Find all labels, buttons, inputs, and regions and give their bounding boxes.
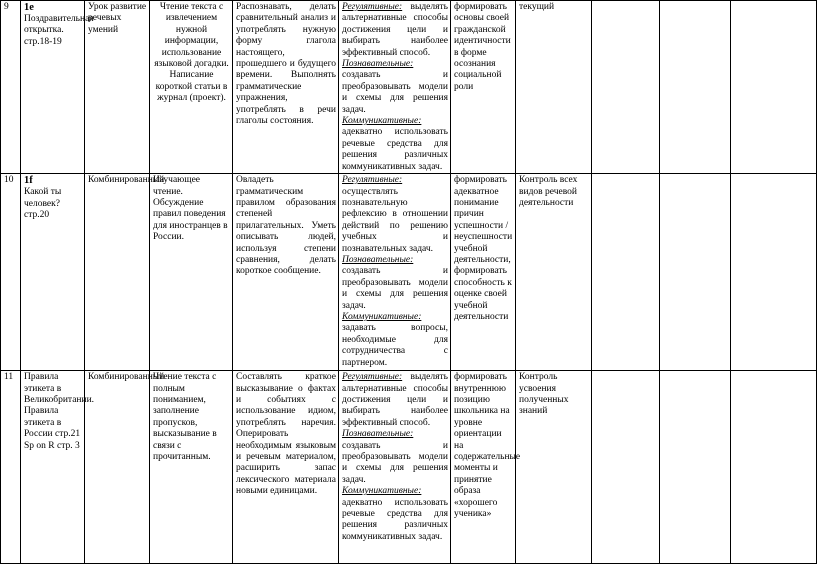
activity-cell: Чтение текста с полным пониманием, заполнение пропусков, высказывание в связи с прочитанным. bbox=[150, 371, 233, 564]
uud-communicative-text: задавать вопросы, необходимые для сотрудничества с партнером. bbox=[342, 323, 448, 368]
uud-cognitive-label: Познавательные: bbox=[342, 429, 414, 440]
uud-cognitive-label: Познавательные: bbox=[342, 59, 414, 70]
empty-cell bbox=[731, 1, 817, 174]
lesson-topic-cell bbox=[21, 371, 95, 564]
personal-results-cell: формировать основы своей гражданской идентичности в форме осознания социальной роли bbox=[451, 1, 516, 174]
uud-communicative-text: адекватно использовать речевые средства для решения различных коммуникативных задач. bbox=[342, 127, 448, 172]
empty-cell bbox=[731, 371, 817, 564]
uud-cell bbox=[339, 371, 451, 564]
lesson-code: 1f bbox=[24, 175, 33, 187]
control-cell: текущий bbox=[516, 1, 592, 174]
subject-results-cell: Составлять краткое высказывание о фактах и событиях с использование идиом, употреблять наречия. Оперировать необходимым языковым и речевым материалом, расширить запас лексического материала новыми единицами. bbox=[233, 371, 339, 564]
empty-cell bbox=[731, 174, 817, 371]
uud-regulatory-label: Регулятивные: bbox=[342, 175, 403, 186]
empty-cell bbox=[592, 1, 660, 174]
activity-cell: Изучающее чтение. Обсуждение правил поведения для иностранцев в России. bbox=[150, 174, 233, 371]
lesson-type: Урок развитие речевых умений bbox=[85, 1, 150, 174]
control-cell: Контроль всех видов речевой деятельности bbox=[516, 174, 592, 371]
lesson-title: Поздравительная открытка. стр.18-19 bbox=[24, 14, 94, 47]
empty-cell bbox=[592, 371, 660, 564]
uud-regulatory-label: Регулятивные: bbox=[342, 2, 403, 12]
table-row bbox=[1, 1, 817, 174]
personal-results-cell: формировать внутреннюю позицию школьника на уровне ориентации на содержательные моменты и принятие образа «хорошего ученика» bbox=[451, 371, 516, 564]
lesson-title: Какой ты человек? стр.20 bbox=[24, 187, 62, 220]
activity-cell: Чтение текста с извлечением нужной информации, использование языковой догадки. Написание короткой статьи в журнал (проект). bbox=[150, 1, 233, 174]
uud-cell bbox=[339, 174, 451, 371]
lesson-number: 10 bbox=[1, 174, 21, 371]
lesson-type: Комбинированный bbox=[85, 371, 150, 564]
uud-communicative-label: Коммуникативные: bbox=[342, 311, 422, 322]
table-row bbox=[1, 174, 817, 371]
empty-cell bbox=[592, 174, 660, 371]
lesson-type: Комбинированный bbox=[85, 174, 150, 371]
lesson-title: Правила этикета в Великобритании. Правила этикета в России стр.21 Sp on R стр. 3 bbox=[24, 372, 95, 451]
uud-communicative-text: адекватно использовать речевые средства для решения различных коммуникативных задач. bbox=[342, 497, 448, 542]
table-row bbox=[1, 371, 817, 564]
empty-cell bbox=[660, 371, 731, 564]
empty-cell bbox=[660, 1, 731, 174]
uud-cognitive-text: создавать и преобразовывать модели и схемы для решения задач. bbox=[342, 266, 448, 311]
lesson-number: 11 bbox=[1, 371, 21, 564]
personal-results-cell: формировать адекватное понимание причин успешности / неуспешности учебной деятельности, формировать способность к оценке своей учебной деятельности bbox=[451, 174, 516, 371]
uud-cell bbox=[339, 1, 451, 174]
subject-results-cell: Распознавать, делать сравнительный анализ и употреблять нужную форму глагола настоящего, прошедшего и будущего времени. Выполнять грамматические упражнения, употреблять в речи глаголы состояния. bbox=[233, 1, 339, 174]
uud-cognitive-label: Познавательные: bbox=[342, 254, 414, 265]
subject-results-cell: Овладеть грамматическим правилом образования степеней прилагательных. Уметь описывать людей, используя степени сравнения, делать короткое сообщение. bbox=[233, 174, 339, 371]
lesson-topic-cell bbox=[21, 174, 85, 371]
uud-regulatory-text: выделять альтернативные способы достижения цели и выбирать наиболее эффективный способ. bbox=[342, 2, 448, 58]
empty-cell bbox=[660, 174, 731, 371]
lesson-number: 9 bbox=[1, 1, 21, 174]
uud-regulatory-text: осуществлять познавательную рефлексию в отношении действий по решению учебных и познавательных задач. bbox=[342, 186, 448, 254]
uud-cognitive-text: создавать и преобразовывать модели и схемы для решения задач. bbox=[342, 440, 448, 485]
lesson-code: 1e bbox=[24, 2, 34, 13]
control-cell: Контроль усвоения полученных знаний bbox=[516, 371, 592, 564]
uud-cognitive-text: создавать и преобразовывать модели и схемы для решения задач. bbox=[342, 70, 448, 115]
uud-communicative-label: Коммуникативные: bbox=[342, 486, 422, 497]
lesson-topic-cell bbox=[21, 1, 94, 174]
uud-regulatory-text: выделять альтернативные способы достижения цели и выбирать наиболее эффективный способ. bbox=[342, 372, 448, 428]
uud-regulatory-label: Регулятивные: bbox=[342, 372, 403, 383]
uud-communicative-label: Коммуникативные: bbox=[342, 116, 422, 127]
